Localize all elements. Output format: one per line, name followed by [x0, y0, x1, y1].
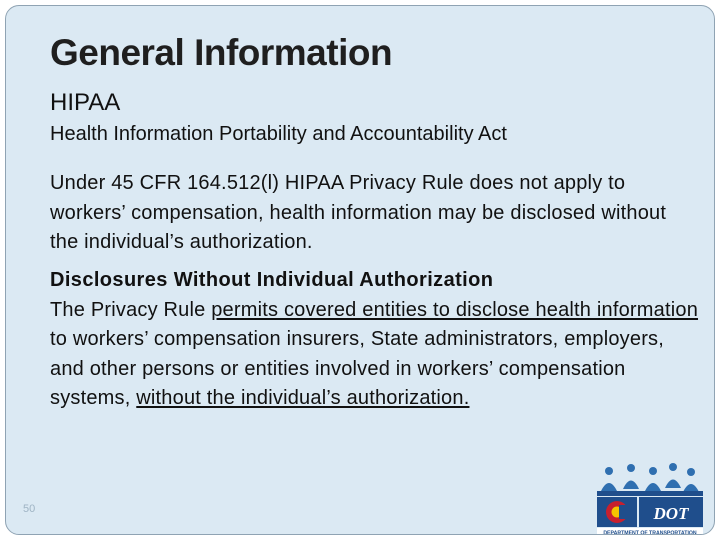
- page-number: 50: [23, 503, 36, 515]
- section-underlined-1: permits covered entities to disclose health information: [211, 298, 699, 321]
- slide: [5, 5, 715, 535]
- slide-title: General Information: [50, 32, 393, 73]
- section-title: Disclosures Without Individual Authorization: [50, 269, 494, 291]
- slide-subheading: Health Information Portability and Accountability Act: [50, 123, 507, 145]
- body-paragraph: Under 45 CFR 164.512(l) HIPAA Privacy Rule does not apply to workers’ compensation, health information may be disclosed without the individual’s authorization.: [50, 172, 667, 253]
- section-underlined-2: without the individual’s authorization.: [136, 387, 470, 409]
- dot-logo: [591, 461, 709, 535]
- logo-c-gap: [619, 505, 631, 519]
- logo-text: DOT: [653, 504, 689, 523]
- disclosure-section: [50, 266, 700, 414]
- section-text-2: to workers’ compensation insurers, State administrators, employers, and other persons or entities involved in workers’ compensation systems,: [50, 328, 665, 409]
- table-shape: [597, 491, 703, 496]
- section-text-1: The Privacy Rule: [50, 298, 212, 321]
- slide-heading: HIPAA: [50, 89, 121, 116]
- logo-caption: DEPARTMENT OF TRANSPORTATION: [603, 530, 697, 537]
- people-icon: [601, 463, 699, 492]
